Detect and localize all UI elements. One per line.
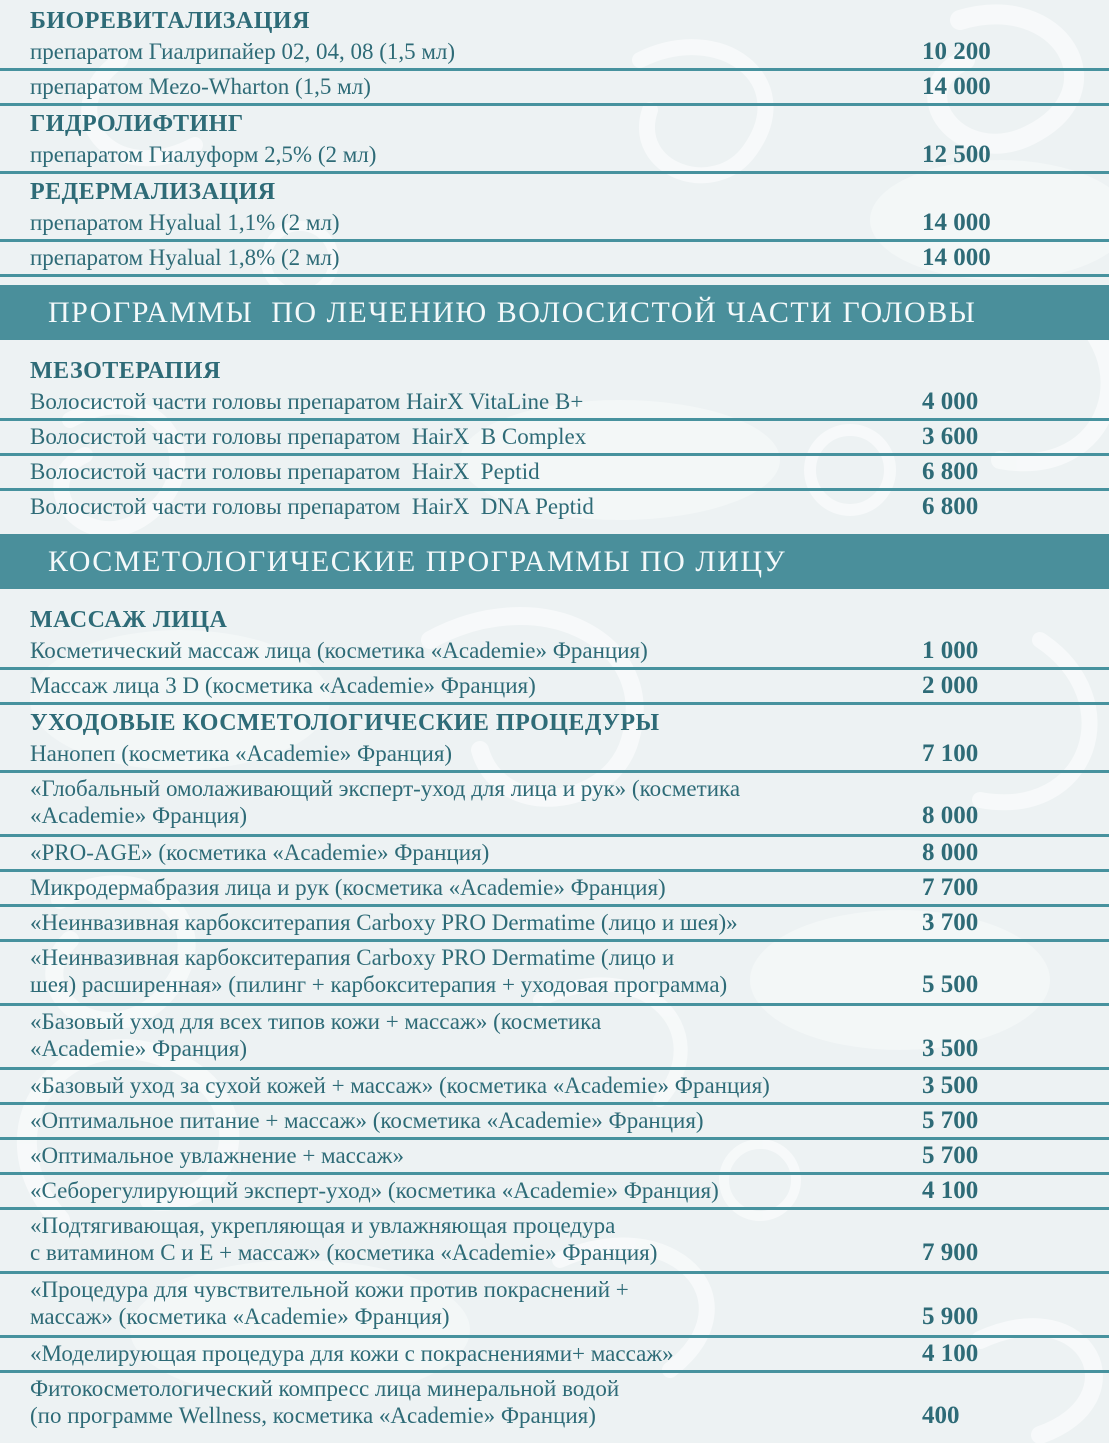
service-price: 7 100 [922,740,979,767]
service-name [0,874,922,901]
service-price: 3 500 [922,1072,979,1099]
price-row [0,386,1109,421]
service-name-line: препаратом Hyalual 1,1% (2 мл) [30,210,340,235]
category-heading: УХОДОВЫЕ КОСМЕТОЛОГИЧЕСКИЕ ПРОЦЕДУРЫ [30,710,660,736]
service-price: 6 800 [922,493,979,520]
service-price: 14 000 [922,209,991,236]
service-price: 14 000 [922,244,991,271]
service-name [0,1072,922,1099]
service-name [0,740,922,767]
service-price: 7 900 [922,1239,979,1266]
service-price: 6 800 [922,458,979,485]
service-price: 8 000 [922,802,979,829]
service-name-line: Фитокосметологический компресс лица минеральной водой [30,1376,620,1401]
category-heading: МЕЗОТЕРАПИЯ [30,358,221,384]
price-row [0,242,1109,277]
price-row [0,207,1109,242]
service-name-line: препаратом Гиалрипайер 02, 04, 08 (1,5 мл) [30,39,456,64]
service-price: 4 100 [922,1177,979,1204]
price-row [0,1006,1109,1070]
service-name-line: Массаж лица 3 D (косметика «Academie» Франция) [30,673,536,698]
service-name [0,637,922,664]
service-name-line: препаратом Hyalual 1,8% (2 мл) [30,245,340,270]
service-name-line: «Моделирующая процедура для кожи с покраснениями+ массаж» [30,1341,674,1366]
service-price: 10 200 [922,38,991,65]
section-banner-title: ПРОГРАММЫ ПО ЛЕЧЕНИЮ ВОЛОСИСТОЙ ЧАСТИ ГОЛОВЫ [48,295,977,329]
service-name-line: препаратом Гиалуформ 2,5% (2 мл) [30,142,377,167]
service-name [0,1107,922,1134]
price-row [0,491,1109,526]
service-price: 3 700 [922,909,979,936]
category-heading: БИОРЕВИТАЛИЗАЦИЯ [30,8,310,34]
service-name-line: шея) расширенная» (пилинг + карбокситерапия + уходовая программа) [30,972,728,997]
service-name [0,458,922,485]
service-price: 8 000 [922,839,979,866]
price-row [0,872,1109,907]
service-price: 3 600 [922,423,979,450]
service-name-line: «Оптимальное увлажнение + массаж» [30,1143,404,1168]
service-name [0,944,922,998]
price-row [0,1140,1109,1175]
service-name [0,38,922,65]
service-name-line: препаратом Mezo-Wharton (1,5 мл) [30,74,371,99]
service-name-line: «Глобальный омолаживающий эксперт-уход для лица и рук» (косметика [30,776,741,801]
price-row [0,139,1109,174]
category-heading: ГИДРОЛИФТИНГ [30,111,244,137]
service-name [0,493,922,520]
service-name [0,1008,922,1062]
price-row [0,1373,1109,1435]
service-name [0,1375,922,1429]
category-heading: МАССАЖ ЛИЦА [30,607,228,633]
service-price: 7 700 [922,874,979,901]
price-row [0,1338,1109,1373]
price-row [0,1175,1109,1210]
service-name [0,909,922,936]
service-name-line: Микродермабразия лица и рук (косметика «Academie» Франция) [30,875,666,900]
service-name-line: Волосистой части головы препаратом HairX DNA Peptid [30,494,594,519]
service-name [0,141,922,168]
service-price: 400 [922,1402,960,1429]
service-name-line: (по программе Wellness, косметика «Academie» Франция) [30,1403,596,1428]
price-row [0,1274,1109,1338]
service-name-line: Нанопеп (косметика «Academie» Франция) [30,741,453,766]
service-price: 4 000 [922,388,979,415]
service-price: 12 500 [922,141,991,168]
price-row [0,1105,1109,1140]
price-row [0,635,1109,670]
service-name-line: «PRO-AGE» (косметика «Academie» Франция) [30,840,490,865]
price-row [0,837,1109,872]
service-name [0,73,922,100]
service-name [0,672,922,699]
service-name-line: «Academie» Франция) [30,803,248,828]
price-row [0,1210,1109,1274]
service-name [0,1142,922,1169]
price-row [0,773,1109,837]
service-name [0,1340,922,1367]
section-banner [0,534,1109,589]
service-name-line: «Процедура для чувствительной кожи против покраснений + [30,1277,629,1302]
service-name-line: Волосистой части головы препаратом HairX B Complex [30,424,587,449]
service-price: 4 100 [922,1340,979,1367]
service-price: 5 500 [922,971,979,998]
service-name [0,209,922,236]
service-name [0,1276,922,1330]
price-row [0,1070,1109,1105]
service-name [0,839,922,866]
service-price: 1 000 [922,637,979,664]
service-name-line: «Себорегулирующий эксперт-уход» (косметика «Academie» Франция) [30,1178,719,1203]
service-name-line: «Базовый уход за сухой кожей + массаж» (косметика «Academie» Франция) [30,1073,770,1098]
service-name [0,388,922,415]
service-name [0,775,922,829]
service-name-line: Косметический массаж лица (косметика «Academie» Франция) [30,638,648,663]
service-name [0,1177,922,1204]
service-price: 2 000 [922,672,979,699]
service-price: 14 000 [922,73,991,100]
price-row [0,907,1109,942]
service-name [0,423,922,450]
section-banner-title: КОСМЕТОЛОГИЧЕСКИЕ ПРОГРАММЫ ПО ЛИЦУ [48,544,787,578]
service-price: 5 700 [922,1107,979,1134]
service-name-line: «Базовый уход для всех типов кожи + массаж» (косметика [30,1009,602,1034]
section-banner [0,285,1109,340]
service-name [0,1212,922,1266]
service-name-line: Волосистой части головы препаратом HairX Peptid [30,459,540,484]
price-row [0,71,1109,106]
price-row [0,670,1109,705]
service-price: 5 900 [922,1303,979,1330]
service-price: 5 700 [922,1142,979,1169]
service-price: 3 500 [922,1035,979,1062]
price-row [0,942,1109,1006]
service-name-line: «Неинвазивная карбокситерапия Carboxy PRO Dermatime (лицо и шея)» [30,910,738,935]
service-name-line: «Неинвазивная карбокситерапия Carboxy PRO Dermatime (лицо и [30,945,675,970]
service-name-line: «Подтягивающая, укрепляющая и увлажняющая процедура [30,1213,616,1238]
price-row [0,738,1109,773]
service-name-line: Волосистой части головы препаратом HairX VitaLine B+ [30,389,584,414]
category-heading: РЕДЕРМАЛИЗАЦИЯ [30,179,276,205]
price-row [0,456,1109,491]
service-name-line: массаж» (косметика «Academie» Франция) [30,1304,450,1329]
price-row [0,36,1109,71]
service-name [0,244,922,271]
service-name-line: «Academie» Франция) [30,1036,248,1061]
service-name-line: с витамином С и Е + массаж» (косметика «Academie» Франция) [30,1240,658,1265]
service-name-line: «Оптимальное питание + массаж» (косметика «Academie» Франция) [30,1108,704,1133]
price-row [0,421,1109,456]
